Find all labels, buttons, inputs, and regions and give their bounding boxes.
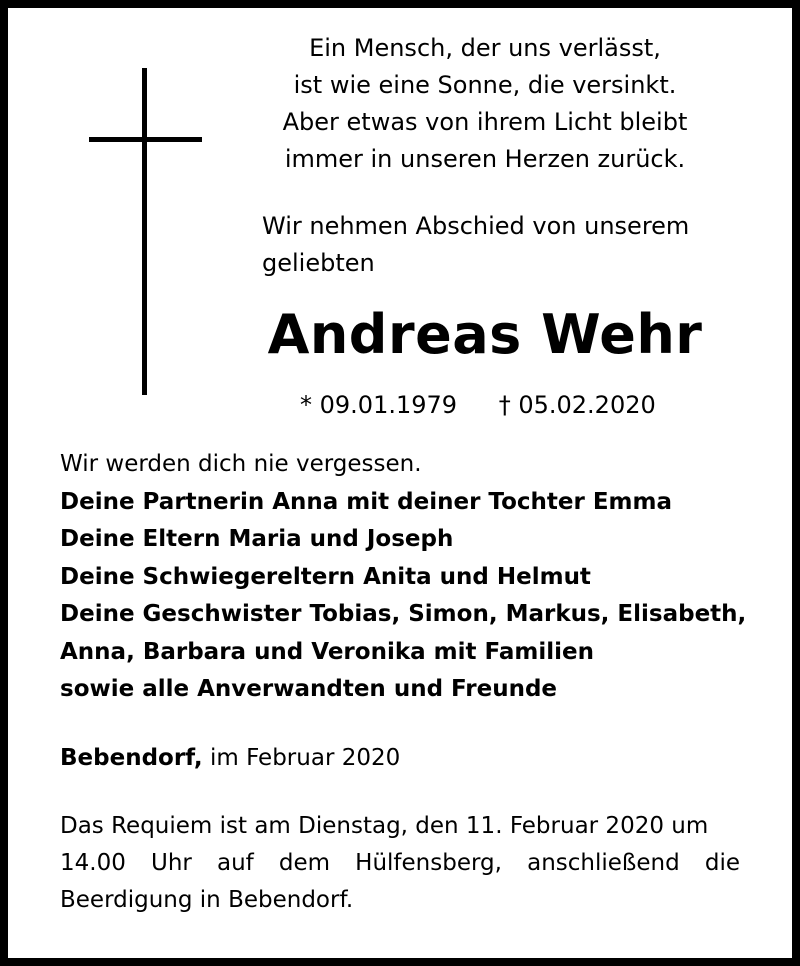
date: im Februar 2020: [209, 745, 401, 771]
poem-line: Aber etwas von ihrem Licht bleibt: [282, 108, 688, 136]
requiem-word: dem: [278, 850, 331, 876]
intro-line: geliebten: [262, 249, 375, 277]
requiem-line: Beerdigung in Bebendorf.: [60, 887, 354, 913]
deceased-name: Andreas Wehr: [267, 303, 703, 366]
cross-vertical-bar: [142, 68, 147, 395]
poem-line: immer in unseren Herzen zurück.: [284, 145, 686, 173]
requiem-line: Das Requiem ist am Dienstag, den 11. Februar 2020 um: [60, 813, 709, 839]
born-value: 09.01.1979: [319, 391, 458, 419]
requiem-info: [60, 808, 740, 919]
died-value: 05.02.2020: [518, 391, 656, 419]
farewell-intro: [262, 208, 732, 282]
poem-line: ist wie eine Sonne, die versinkt.: [293, 71, 677, 99]
requiem-word: die: [704, 850, 740, 876]
mourner-line: Deine Schwiegereltern Anita und Helmut: [60, 563, 591, 590]
requiem-word: anschließend: [527, 850, 680, 876]
died-symbol: †: [498, 391, 511, 419]
death-date: [499, 388, 656, 422]
requiem-word: auf: [216, 850, 254, 876]
poem: [250, 30, 720, 178]
mourners-list: [60, 446, 750, 709]
requiem-word: Hülfensberg,: [355, 850, 502, 876]
requiem-word: 14.00: [60, 850, 126, 876]
cross-horizontal-bar: [89, 137, 202, 142]
place: Bebendorf,: [60, 745, 203, 771]
born-symbol: *: [300, 391, 312, 419]
mourner-line: Deine Partnerin Anna mit deiner Tochter Emma: [60, 488, 672, 515]
mourner-line: Anna, Barbara und Veronika mit Familien: [60, 638, 594, 665]
mourner-line: Deine Eltern Maria und Joseph: [60, 526, 454, 552]
born-date: [300, 388, 457, 422]
place-and-date: [60, 740, 750, 777]
mourner-line: Deine Geschwister Tobias, Simon, Markus, Elisabeth,: [60, 601, 747, 627]
life-dates: [300, 388, 700, 422]
mourner-line: sowie alle Anverwandten und Freunde: [60, 676, 558, 702]
intro-line: Wir nehmen Abschied von unserem: [262, 212, 690, 240]
requiem-word: Uhr: [150, 850, 192, 876]
poem-line: Ein Mensch, der uns verlässt,: [309, 34, 661, 62]
requiem-line-justified: [60, 845, 740, 882]
mourners-opening: Wir werden dich nie vergessen.: [60, 451, 422, 477]
